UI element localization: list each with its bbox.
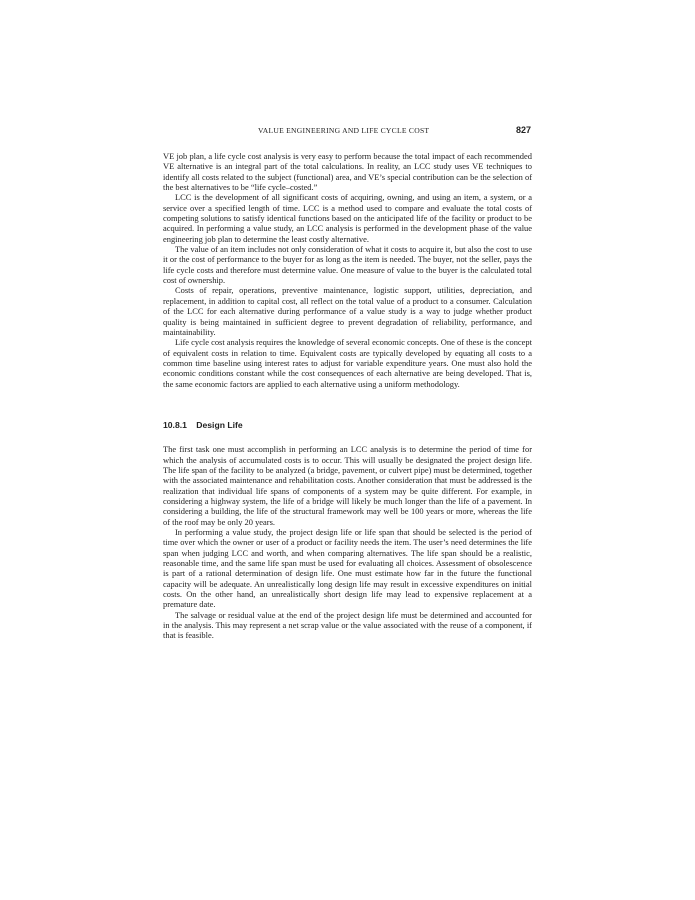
paragraph: The first task one must accomplish in performing an LCC analysis is to determine the period of time for which the analysis of accumulated costs is to occur. This will usually be designated the project design life. The life span of the facility to be analyzed (a bridge, pavement, or culvert pipe) must be determined, together with the associated maintenance and rehabilitation costs. Another consideration that must be addressed is the realization that individual life spans of components of a system may be quite different. For example, in considering a highway system, the life of a bridge will likely be much longer than the life of a pavement. In considering a building, the life of the structural framework may well be 100 years or more, whereas the life of the roof may be only 20 years. xyxy=(163,444,532,527)
page-number: 827 xyxy=(515,125,531,135)
paragraph: Life cycle cost analysis requires the knowledge of several economic concepts. One of these is the concept of equivalent costs in relation to time. Equivalent costs are typically developed by equating all costs to a common time baseline using interest rates to adjust for variable expenditure years. One must also hold the economic conditions constant while the cost consequences of each alternative are being developed. That is, the same economic factors are applied to each alternative using a uniform methodology. xyxy=(163,337,532,389)
paragraph: LCC is the development of all significant costs of acquiring, owning, and using an item, a system, or a service over a specified length of time. LCC is a method used to compare and evaluate the total costs of competing solutions to satisfy identical functions based on the anticipated life of the facility or product to be acquired. In performing a value study, an LCC analysis is performed in the development phase of the value engineering job plan to determine the least costly alternative. xyxy=(163,192,532,244)
paragraph: In performing a value study, the project design life or life span that should be selected is the period of time over which the owner or user of a product or facility needs the item. The user’s need determines the life span when judging LCC and worth, and when comparing alternatives. The life span should be a realistic, reasonable time, and the same life span must be used for evaluating all choices. Assessment of obsolescence is part of a rational determination of design life. One must estimate how far in the future the functional capacity will be adequate. An unrealistically long design life may result in excessive expenditures on initial costs. On the other hand, an unrealistically short design life may lead to expensive replacement at a premature date. xyxy=(163,527,532,610)
body-text xyxy=(163,151,532,641)
paragraph: The value of an item includes not only consideration of what it costs to acquire it, but also the cost to use it or the cost of performance to the buyer for as long as the item is needed. The buyer, not the seller, pays the life cycle costs and therefore must determine value. One measure of value to the buyer is the calculated total cost of ownership. xyxy=(163,244,532,286)
paragraph: The salvage or residual value at the end of the project design life must be determined and accounted for in the analysis. This may represent a net scrap value or the value associated with the reuse of a component, if that is feasible. xyxy=(163,609,532,641)
paragraph: Costs of repair, operations, preventive maintenance, logistic support, utilities, depreciation, and replacement, in addition to capital cost, all reflect on the total value of a product to a consumer. Calculation of the LCC for each alternative during performance of a value study is a way to judge whether product quality is being maintained in sufficient degree to prevent degradation of reliability, performance, and maintainability. xyxy=(163,285,532,337)
running-title: VALUE ENGINEERING AND LIFE CYCLE COST xyxy=(258,126,430,135)
section-title: Design Life xyxy=(196,419,243,430)
book-page xyxy=(163,122,532,641)
paragraph: VE job plan, a life cycle cost analysis is very easy to perform because the total impact of each recommended VE alternative is an integral part of the total calculations. In reality, an LCC study uses VE techniques to identify all costs related to the subject (functional) area, and VE’s special contribution can be the selection of the best alternatives to be “life cycle–costed.” xyxy=(163,151,532,193)
section-number: 10.8.1 xyxy=(163,419,187,430)
running-header xyxy=(163,122,532,136)
section-heading xyxy=(163,420,532,430)
